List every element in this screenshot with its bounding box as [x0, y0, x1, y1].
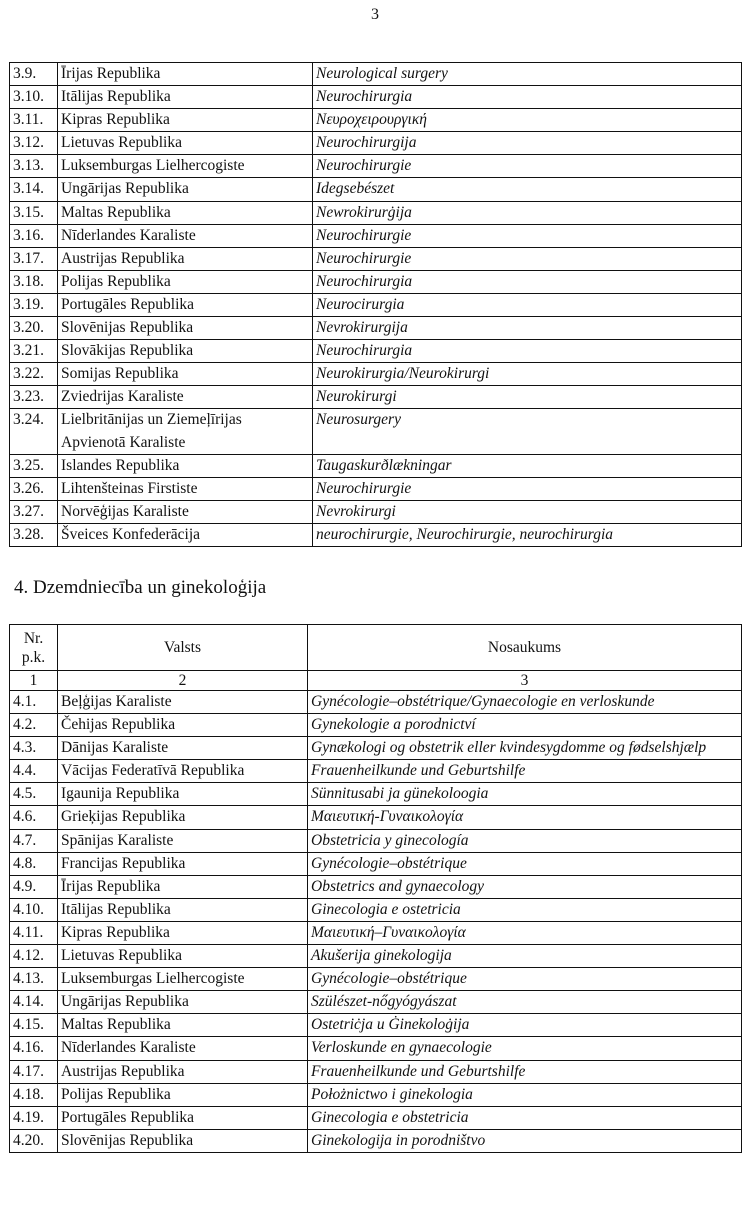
country-cell: Islandes Republika — [58, 454, 313, 477]
title-cell: Sünnitusabi ja günekoloogia — [308, 783, 742, 806]
country-cell: Norvēģijas Karaliste — [58, 500, 313, 523]
table-row — [10, 737, 742, 760]
table-row — [10, 691, 742, 714]
country-cell: Dānijas Karaliste — [58, 737, 308, 760]
title-cell: Taugaskurðlækningar — [313, 454, 742, 477]
title-cell: Gynækologi og obstetrik eller kvindesygdomme og fødselshjælp — [308, 737, 742, 760]
row-number: 3.27. — [10, 500, 58, 523]
country-cell: Lielbritānijas un Ziemeļīrijas Apvienotā Karaliste — [58, 409, 313, 454]
row-number: 4.11. — [10, 921, 58, 944]
country-cell: Kipras Republika — [58, 921, 308, 944]
row-number: 3.9. — [10, 63, 58, 86]
row-number: 4.18. — [10, 1083, 58, 1106]
table-row — [10, 454, 742, 477]
country-cell: Luksemburgas Lielhercogiste — [58, 968, 308, 991]
country-cell: Lietuvas Republika — [58, 945, 308, 968]
country-cell: Šveices Konfederācija — [58, 523, 313, 546]
country-cell: Polijas Republika — [58, 1083, 308, 1106]
country-cell: Lietuvas Republika — [58, 132, 313, 155]
row-number: 4.4. — [10, 760, 58, 783]
row-number: 4.14. — [10, 991, 58, 1014]
country-cell: Itālijas Republika — [58, 898, 308, 921]
table-row — [10, 132, 742, 155]
row-number: 3.13. — [10, 155, 58, 178]
title-cell: Νευροχειρουργική — [313, 109, 742, 132]
title-cell: Neurochirurgia — [313, 270, 742, 293]
title-cell: Nevrokirurgi — [313, 500, 742, 523]
table-row — [10, 523, 742, 546]
row-number: 3.16. — [10, 224, 58, 247]
header-nr: Nr. p.k. — [10, 625, 58, 671]
table-row — [10, 63, 742, 86]
title-cell: Μαιευτική-Γυναικολογία — [308, 806, 742, 829]
country-cell: Austrijas Republika — [58, 247, 313, 270]
country-cell: Slovēnijas Republika — [58, 317, 313, 340]
country-cell: Lihtenšteinas Firstiste — [58, 477, 313, 500]
country-cell: Portugāles Republika — [58, 1106, 308, 1129]
country-cell: Ungārijas Republika — [58, 178, 313, 201]
row-number: 4.15. — [10, 1014, 58, 1037]
table-row — [10, 783, 742, 806]
table-row — [10, 806, 742, 829]
country-cell: Austrijas Republika — [58, 1060, 308, 1083]
country-cell: Slovākijas Republika — [58, 340, 313, 363]
table-row — [10, 714, 742, 737]
country-cell: Ungārijas Republika — [58, 991, 308, 1014]
row-number: 4.8. — [10, 852, 58, 875]
title-cell: Obstetricia y ginecología — [308, 829, 742, 852]
row-number: 3.18. — [10, 270, 58, 293]
table-row — [10, 991, 742, 1014]
table-row — [10, 1037, 742, 1060]
row-number: 4.13. — [10, 968, 58, 991]
country-cell: Slovēnijas Republika — [58, 1129, 308, 1152]
country-cell: Igaunija Republika — [58, 783, 308, 806]
obstetrics-table — [9, 624, 742, 1153]
row-number: 3.24. — [10, 409, 58, 454]
title-cell: Gynécologie–obstétrique — [308, 968, 742, 991]
country-cell: Maltas Republika — [58, 1014, 308, 1037]
country-cell: Spānijas Karaliste — [58, 829, 308, 852]
title-cell: Gynécologie–obstétrique — [308, 852, 742, 875]
header-country: Valsts — [58, 625, 308, 671]
table-row — [10, 86, 742, 109]
table-row — [10, 247, 742, 270]
row-number: 4.3. — [10, 737, 58, 760]
row-number: 3.21. — [10, 340, 58, 363]
table-row — [10, 363, 742, 386]
country-cell: Zviedrijas Karaliste — [58, 386, 313, 409]
row-number: 3.14. — [10, 178, 58, 201]
country-cell: Īrijas Republika — [58, 875, 308, 898]
row-number: 3.20. — [10, 317, 58, 340]
title-cell: Ginekologija in porodništvo — [308, 1129, 742, 1152]
title-cell: Ginecologia e ostetricia — [308, 898, 742, 921]
row-number: 4.1. — [10, 691, 58, 714]
table-row — [10, 409, 742, 454]
row-number: 4.7. — [10, 829, 58, 852]
row-number: 4.2. — [10, 714, 58, 737]
country-cell: Maltas Republika — [58, 201, 313, 224]
country-cell: Čehijas Republika — [58, 714, 308, 737]
table-row — [10, 386, 742, 409]
section-title: 4. Dzemdniecība un ginekoloģija — [14, 577, 267, 598]
title-cell: Obstetrics and gynaecology — [308, 875, 742, 898]
table-row — [10, 1014, 742, 1037]
row-number: 3.10. — [10, 86, 58, 109]
title-cell: Neurosurgery — [313, 409, 742, 454]
title-cell: Μαιευτική–Γυναικολογία — [308, 921, 742, 944]
country-cell: Somijas Republika — [58, 363, 313, 386]
row-number: 4.6. — [10, 806, 58, 829]
row-number: 4.12. — [10, 945, 58, 968]
country-cell: Polijas Republika — [58, 270, 313, 293]
row-number: 4.20. — [10, 1129, 58, 1152]
title-cell: Ginecologia e obstetricia — [308, 1106, 742, 1129]
title-cell: Neurochirurgie — [313, 224, 742, 247]
title-cell: Neurochirurgija — [313, 132, 742, 155]
row-number: 3.11. — [10, 109, 58, 132]
table-row — [10, 921, 742, 944]
title-cell: Ostetriċja u Ġinekoloġija — [308, 1014, 742, 1037]
title-cell: Frauenheilkunde und Geburtshilfe — [308, 1060, 742, 1083]
row-number: 4.19. — [10, 1106, 58, 1129]
title-cell: Neurochirurgie — [313, 155, 742, 178]
row-number: 3.26. — [10, 477, 58, 500]
column-number: 3 — [308, 671, 742, 691]
title-cell: Szülészet-nőgyógyászat — [308, 991, 742, 1014]
table-row — [10, 224, 742, 247]
neurosurgery-table — [9, 62, 742, 547]
row-number: 4.9. — [10, 875, 58, 898]
title-cell: Gynécologie–obstétrique/Gynaecologie en verloskunde — [308, 691, 742, 714]
table-row — [10, 340, 742, 363]
row-number: 4.10. — [10, 898, 58, 921]
table-row — [10, 155, 742, 178]
table-row — [10, 760, 742, 783]
table-row — [10, 270, 742, 293]
header-row — [10, 625, 742, 671]
table-row — [10, 852, 742, 875]
row-number: 3.15. — [10, 201, 58, 224]
title-cell: Frauenheilkunde und Geburtshilfe — [308, 760, 742, 783]
table-row — [10, 109, 742, 132]
table-row — [10, 1129, 742, 1152]
table-row — [10, 317, 742, 340]
country-cell: Luksemburgas Lielhercogiste — [58, 155, 313, 178]
title-cell: Neurochirurgie — [313, 477, 742, 500]
title-cell: neurochirurgie, Neurochirurgie, neurochirurgia — [313, 523, 742, 546]
table-row — [10, 293, 742, 316]
table-row — [10, 945, 742, 968]
title-cell: Nevrokirurgija — [313, 317, 742, 340]
row-number: 3.17. — [10, 247, 58, 270]
country-cell: Itālijas Republika — [58, 86, 313, 109]
column-number: 1 — [10, 671, 58, 691]
table-row — [10, 1060, 742, 1083]
table-row — [10, 1083, 742, 1106]
table-row — [10, 829, 742, 852]
table-row — [10, 1106, 742, 1129]
title-cell: Położnictwo i ginekologia — [308, 1083, 742, 1106]
country-cell: Grieķijas Republika — [58, 806, 308, 829]
table-row — [10, 500, 742, 523]
country-cell: Nīderlandes Karaliste — [58, 224, 313, 247]
row-number: 4.17. — [10, 1060, 58, 1083]
table-row — [10, 178, 742, 201]
title-cell: Verloskunde en gynaecologie — [308, 1037, 742, 1060]
title-cell: Neurochirurgia — [313, 86, 742, 109]
country-cell: Beļģijas Karaliste — [58, 691, 308, 714]
title-cell: Idegsebészet — [313, 178, 742, 201]
country-cell: Portugāles Republika — [58, 293, 313, 316]
country-cell: Francijas Republika — [58, 852, 308, 875]
country-cell: Vācijas Federatīvā Republika — [58, 760, 308, 783]
title-cell: Neurochirurgia — [313, 340, 742, 363]
title-cell: Akušerija ginekologija — [308, 945, 742, 968]
title-cell: Neurocirurgia — [313, 293, 742, 316]
title-cell: Neurochirurgie — [313, 247, 742, 270]
row-number: 3.19. — [10, 293, 58, 316]
table-row — [10, 898, 742, 921]
column-number: 2 — [58, 671, 308, 691]
obstetrics-table-body — [10, 691, 742, 1153]
title-cell: Gynekologie a porodnictví — [308, 714, 742, 737]
row-number: 4.5. — [10, 783, 58, 806]
page-number: 3 — [371, 6, 379, 23]
title-cell: Newrokirurġija — [313, 201, 742, 224]
title-cell: Neurokirurgia/Neurokirurgi — [313, 363, 742, 386]
header-name: Nosaukums — [308, 625, 742, 671]
neurosurgery-table-body — [10, 63, 742, 547]
row-number: 3.28. — [10, 523, 58, 546]
row-number: 3.22. — [10, 363, 58, 386]
row-number: 3.25. — [10, 454, 58, 477]
row-number: 3.23. — [10, 386, 58, 409]
row-number: 4.16. — [10, 1037, 58, 1060]
title-cell: Neurological surgery — [313, 63, 742, 86]
column-number-row — [10, 671, 742, 691]
table-row — [10, 875, 742, 898]
table-row — [10, 968, 742, 991]
country-cell: Nīderlandes Karaliste — [58, 1037, 308, 1060]
country-cell: Īrijas Republika — [58, 63, 313, 86]
table-row — [10, 201, 742, 224]
table-row — [10, 477, 742, 500]
title-cell: Neurokirurgi — [313, 386, 742, 409]
country-cell: Kipras Republika — [58, 109, 313, 132]
row-number: 3.12. — [10, 132, 58, 155]
